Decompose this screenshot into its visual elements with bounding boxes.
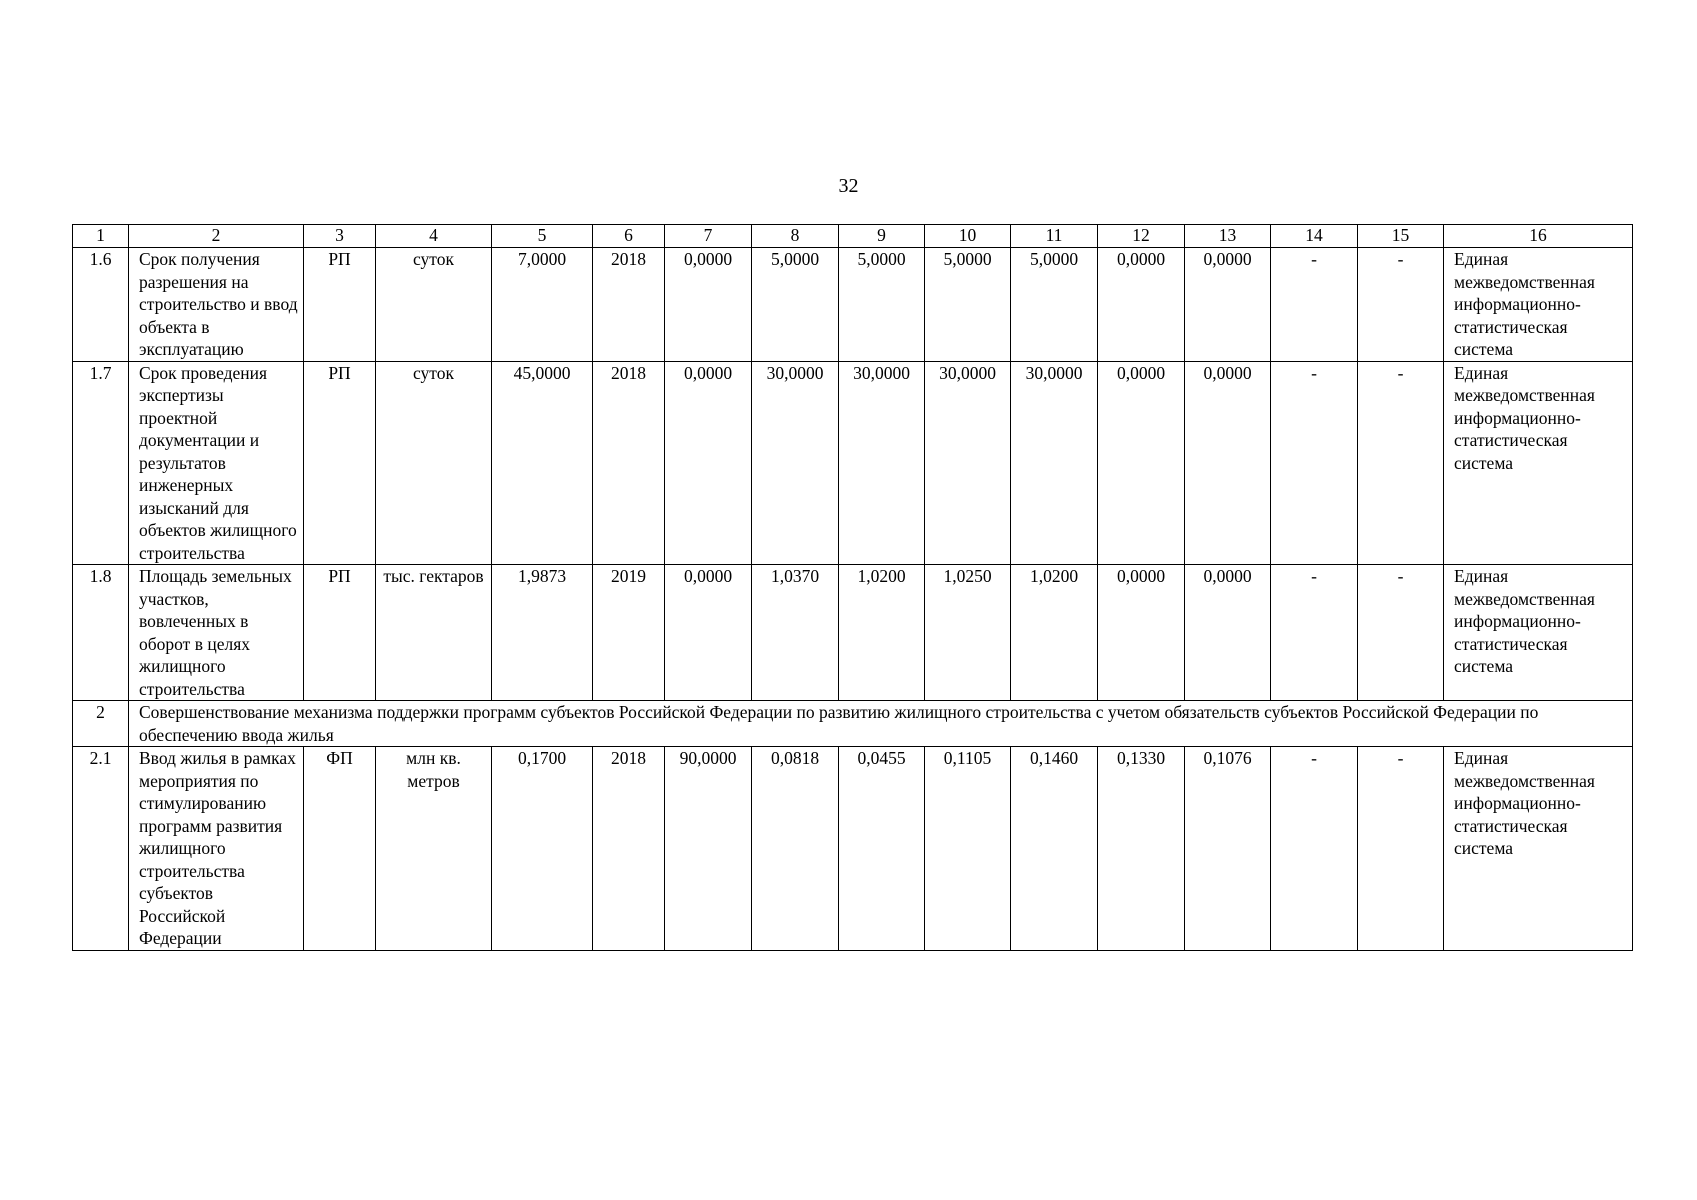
value-cell: - [1271, 248, 1358, 362]
base-value: 1,9873 [492, 565, 593, 701]
value-cell: 5,0000 [1011, 248, 1098, 362]
indicator-level: РП [304, 361, 376, 565]
indicator-name: Ввод жилья в рамках мероприятия по стимулированию программ развития жилищного строительства субъектов Российской Федерации [129, 747, 304, 951]
section-title: Совершенствование механизма поддержки программ субъектов Российской Федерации по развитию жилищного строительства с учетом обязательств субъектов Российской Федерации по обеспечению ввода жилья [129, 701, 1633, 747]
base-value: 7,0000 [492, 248, 593, 362]
column-number: 12 [1098, 225, 1185, 248]
base-year: 2018 [593, 361, 665, 565]
column-number: 14 [1271, 225, 1358, 248]
value-cell: 90,0000 [665, 747, 752, 951]
indicators-table [72, 224, 1633, 951]
row-number: 1.6 [73, 248, 129, 362]
value-cell: 0,0000 [665, 565, 752, 701]
value-cell: 0,0818 [752, 747, 839, 951]
column-number: 4 [376, 225, 492, 248]
data-source: Единая межведомственная информационно-статистическая система [1444, 747, 1633, 951]
section-number: 2 [73, 701, 129, 747]
value-cell: 1,0370 [752, 565, 839, 701]
column-number: 2 [129, 225, 304, 248]
column-number: 8 [752, 225, 839, 248]
column-number: 1 [73, 225, 129, 248]
indicator-name: Площадь земельных участков, вовлеченных в оборот в целях жилищного строительства [129, 565, 304, 701]
value-cell: 0,0000 [665, 248, 752, 362]
indicator-level: ФП [304, 747, 376, 951]
value-cell: 0,1105 [925, 747, 1011, 951]
table-row [73, 747, 1633, 951]
value-cell: - [1358, 248, 1444, 362]
value-cell: 0,0000 [1185, 361, 1271, 565]
table-row [73, 361, 1633, 565]
value-cell: 30,0000 [1011, 361, 1098, 565]
column-number: 5 [492, 225, 593, 248]
value-cell: 5,0000 [752, 248, 839, 362]
table-row [73, 248, 1633, 362]
value-cell: 30,0000 [839, 361, 925, 565]
value-cell: 0,1460 [1011, 747, 1098, 951]
data-source: Единая межведомственная информационно-статистическая система [1444, 361, 1633, 565]
value-cell: - [1271, 361, 1358, 565]
column-number: 10 [925, 225, 1011, 248]
indicator-unit: тыс. гектаров [376, 565, 492, 701]
value-cell: 30,0000 [925, 361, 1011, 565]
value-cell: 1,0250 [925, 565, 1011, 701]
column-number: 9 [839, 225, 925, 248]
row-number: 1.8 [73, 565, 129, 701]
row-number: 1.7 [73, 361, 129, 565]
indicator-unit: суток [376, 248, 492, 362]
indicator-name: Срок проведения экспертизы проектной документации и результатов инженерных изысканий для объектов жилищного строительства [129, 361, 304, 565]
column-number: 6 [593, 225, 665, 248]
value-cell: - [1358, 361, 1444, 565]
value-cell: 0,0000 [1185, 565, 1271, 701]
value-cell: 0,0000 [1185, 248, 1271, 362]
value-cell: 5,0000 [925, 248, 1011, 362]
column-number: 13 [1185, 225, 1271, 248]
indicator-level: РП [304, 248, 376, 362]
section-row [73, 701, 1633, 747]
value-cell: 30,0000 [752, 361, 839, 565]
value-cell: - [1271, 747, 1358, 951]
base-year: 2018 [593, 248, 665, 362]
indicator-name: Срок получения разрешения на строительство и ввод объекта в эксплуатацию [129, 248, 304, 362]
value-cell: 1,0200 [1011, 565, 1098, 701]
data-source: Единая межведомственная информационно-статистическая система [1444, 565, 1633, 701]
column-number: 11 [1011, 225, 1098, 248]
value-cell: 0,0000 [1098, 361, 1185, 565]
column-number: 16 [1444, 225, 1633, 248]
value-cell: 5,0000 [839, 248, 925, 362]
indicator-level: РП [304, 565, 376, 701]
column-number: 15 [1358, 225, 1444, 248]
base-value: 45,0000 [492, 361, 593, 565]
column-number: 7 [665, 225, 752, 248]
value-cell: 0,1076 [1185, 747, 1271, 951]
value-cell: 0,0000 [665, 361, 752, 565]
value-cell: 0,0455 [839, 747, 925, 951]
data-source: Единая межведомственная информационно-статистическая система [1444, 248, 1633, 362]
column-numbers-row [73, 225, 1633, 248]
value-cell: 0,1330 [1098, 747, 1185, 951]
row-number: 2.1 [73, 747, 129, 951]
value-cell: - [1358, 747, 1444, 951]
value-cell: 0,0000 [1098, 565, 1185, 701]
base-year: 2018 [593, 747, 665, 951]
value-cell: - [1358, 565, 1444, 701]
value-cell: 0,0000 [1098, 248, 1185, 362]
base-value: 0,1700 [492, 747, 593, 951]
value-cell: 1,0200 [839, 565, 925, 701]
indicator-unit: млн кв. метров [376, 747, 492, 951]
column-number: 3 [304, 225, 376, 248]
value-cell: - [1271, 565, 1358, 701]
indicator-unit: суток [376, 361, 492, 565]
base-year: 2019 [593, 565, 665, 701]
table-row [73, 565, 1633, 701]
page-number: 32 [838, 175, 859, 197]
